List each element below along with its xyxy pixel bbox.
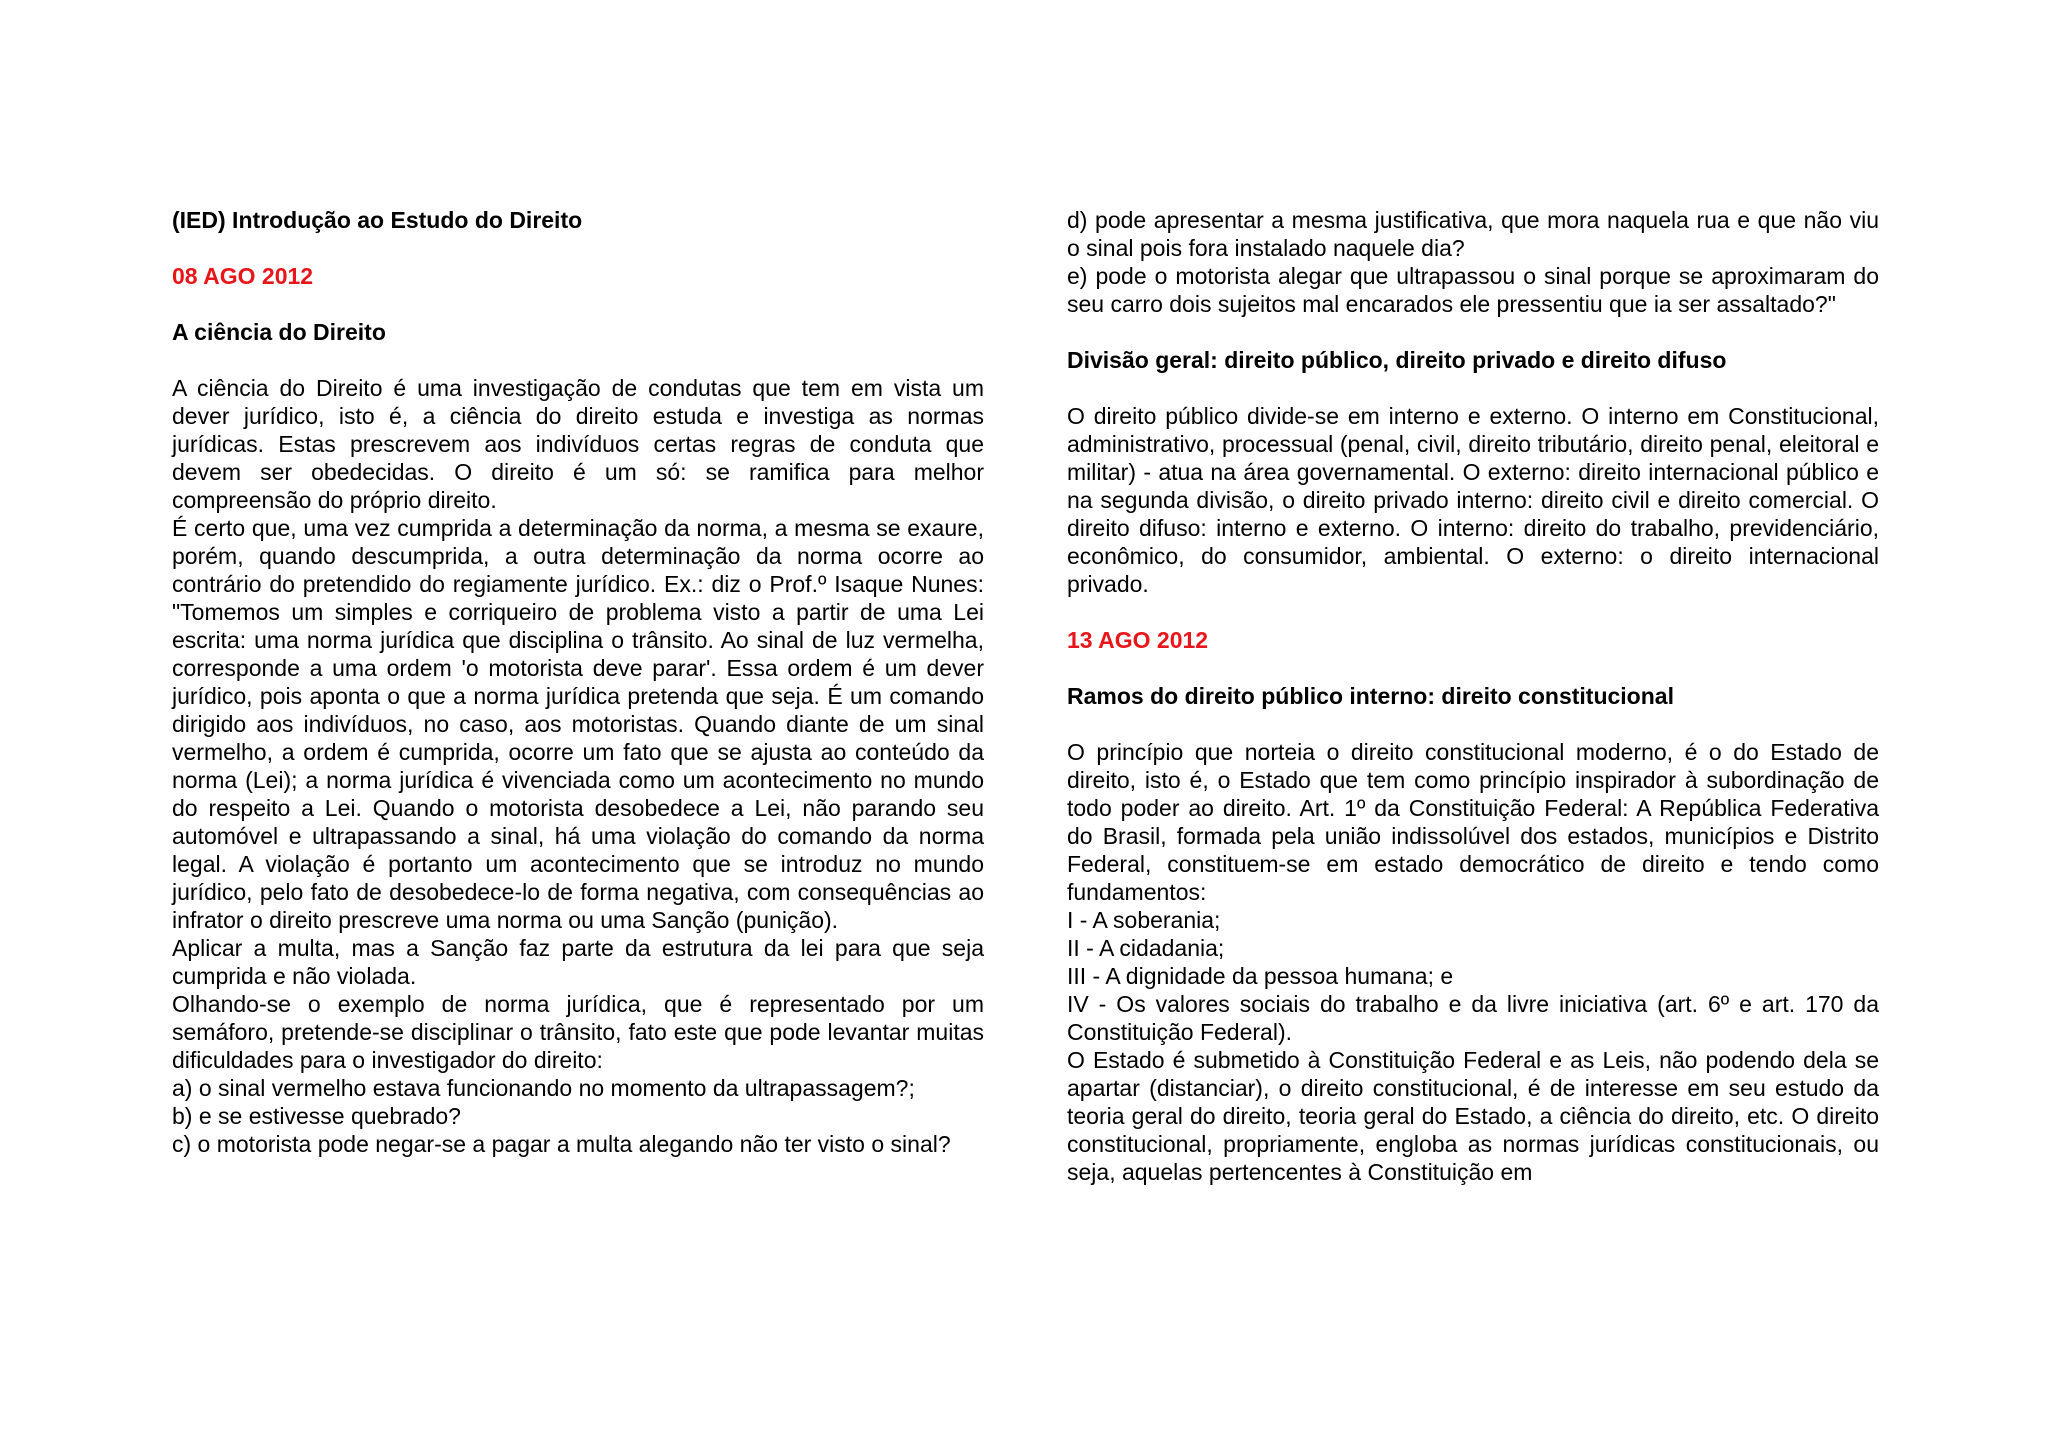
list-item: III - A dignidade da pessoa humana; e [1067,963,1454,989]
list-item: I - A soberania; [1067,907,1221,933]
list-item: a) o sinal vermelho estava funcionando no momento da ultrapassagem?; [172,1075,915,1101]
date-heading: 13 AGO 2012 [1067,627,1209,653]
document-title: (IED) Introdução ao Estudo do Direito [172,207,583,233]
paragraph: É certo que, uma vez cumprida a determinação da norma, a mesma se exaure, porém, quando descumprida, a outra determinação da norma ocorre ao contrário do pretendido do regiamente jurídico. Ex.: diz o Prof.º Isaque Nunes: "Tomemos um simples e corriqueiro de problema visto a partir de uma Lei escrita: uma norma jurídica que disciplina o trânsito. Ao sinal de luz vermelha, corresponde a uma ordem 'o motorista deve parar'. Essa ordem é um dever jurídico, pois aponta o que a norma jurídica pretenda que seja. É um comando dirigido aos indivíduos, no caso, aos motoristas. Quando diante de um sinal vermelho, a ordem é cumprida, ocorre um fato que se ajusta ao conteúdo da norma (Lei); a norma jurídica é vivenciada como um acontecimento no mundo do respeito a Lei. Quando o motorista desobedece a Lei, não parando seu automóvel e ultrapassando a sinal, há uma violação do comando da norma legal. A violação é portanto um acontecimento que se introduz no mundo jurídico, pelo fato de desobedece-lo de forma negativa, com consequências ao infrator o direito prescreve uma norma ou uma Sanção (punição). [172,515,984,933]
list-item: d) pode apresentar a mesma justificativa, que mora naquela rua e que não viu o sinal pois fora instalado naquele dia? [1067,207,1879,261]
paragraph: Olhando-se o exemplo de norma jurídica, que é representado por um semáforo, pretende-se disciplinar o trânsito, fato este que pode levantar muitas dificuldades para o investigador do direito: [172,991,984,1073]
section-title: Ramos do direito público interno: direito constitucional [1067,683,1674,709]
section-title: Divisão geral: direito público, direito privado e direito difuso [1067,347,1727,373]
list-item: e) pode o motorista alegar que ultrapassou o sinal porque se aproximaram do seu carro dois sujeitos mal encarados ele pressentiu que ia ser assaltado?" [1067,263,1879,317]
section-title: A ciência do Direito [172,319,386,345]
paragraph: A ciência do Direito é uma investigação de condutas que tem em vista um dever jurídico, isto é, a ciência do direito estuda e investiga as normas jurídicas. Estas prescrevem aos indivíduos certas regras de conduta que devem ser obedecidas. O direito é um só: se ramifica para melhor compreensão do próprio direito. [172,375,984,513]
paragraph: O princípio que norteia o direito constitucional moderno, é o do Estado de direito, isto é, o Estado que tem como princípio inspirador à subordinação de todo poder ao direito. Art. 1º da Constituição Federal: A República Federativa do Brasil, formada pela união indissolúvel dos estados, municípios e Distrito Federal, constituem-se em estado democrático de direito e tendo como fundamentos: [1067,739,1879,905]
left-column [172,206,984,1158]
paragraph: O Estado é submetido à Constituição Federal e as Leis, não podendo dela se apartar (distanciar), o direito constitucional, é de interesse em seu estudo da teoria geral do direito, teoria geral do Estado, a ciência do direito, etc. O direito constitucional, propriamente, engloba as normas jurídicas constitucionais, ou seja, aquelas pertencentes à Constituição em [1067,1047,1879,1185]
paragraph: O direito público divide-se em interno e externo. O interno em Constitucional, administrativo, processual (penal, civil, direito tributário, direito penal, eleitoral e militar) - atua na área governamental. O externo: direito internacional público e na segunda divisão, o direito privado interno: direito civil e direito comercial. O direito difuso: interno e externo. O interno: direito do trabalho, previdenciário, econômico, do consumidor, ambiental. O externo: o direito internacional privado. [1067,403,1879,597]
list-item: b) e se estivesse quebrado? [172,1103,461,1129]
list-item: II - A cidadania; [1067,935,1225,961]
paragraph: Aplicar a multa, mas a Sanção faz parte da estrutura da lei para que seja cumprida e não violada. [172,935,984,989]
date-heading: 08 AGO 2012 [172,263,314,289]
list-item: c) o motorista pode negar-se a pagar a multa alegando não ter visto o sinal? [172,1131,951,1157]
paragraph: IV - Os valores sociais do trabalho e da livre iniciativa (art. 6º e art. 170 da Constituição Federal). [1067,991,1879,1045]
right-column [1067,206,1879,1186]
